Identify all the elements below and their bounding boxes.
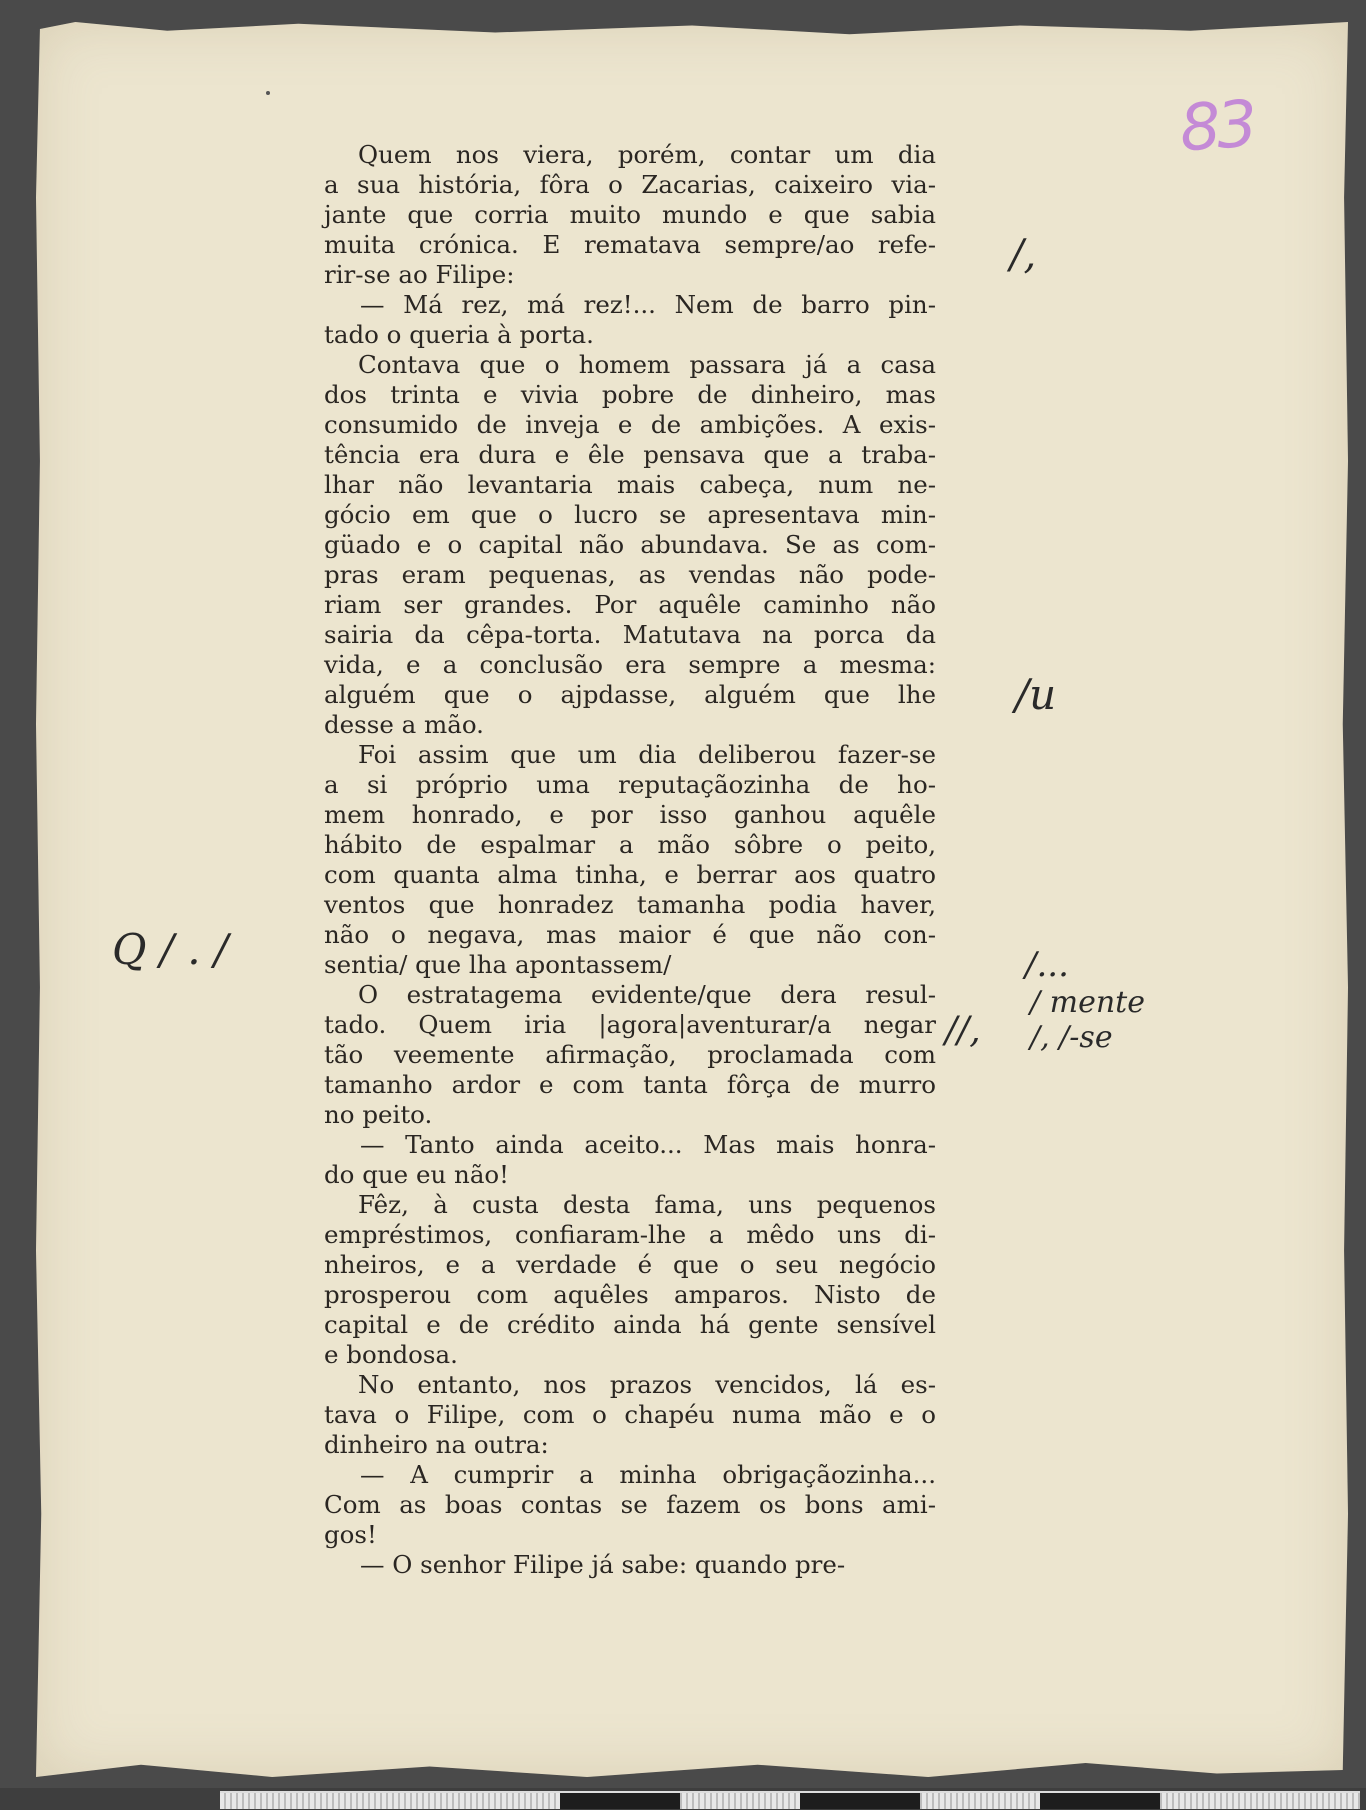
text-line: No entanto, nos prazos vencidos, lá es- — [358, 1370, 936, 1399]
page-number: 83 — [1177, 87, 1256, 167]
text-line: — Tanto ainda aceito... Mas mais honra- — [360, 1130, 936, 1159]
text-line: — Má rez, má rez!... Nem de barro pin- — [360, 290, 936, 319]
text-line: — O senhor Filipe já sabe: quando pre- — [360, 1550, 846, 1579]
text-line: pras eram pequenas, as vendas não pode- — [324, 560, 936, 589]
text-line: — A cumprir a minha obrigaçãozinha... — [360, 1460, 936, 1489]
text-line: dos trinta e vivia pobre de dinheiro, mas — [324, 380, 936, 409]
text-line: Fêz, à custa desta fama, uns pequenos — [358, 1190, 936, 1219]
margin-note-mente: / mente — [1030, 985, 1145, 1020]
text-line: consumido de inveja e de ambições. A exis- — [324, 410, 936, 439]
text-line: Contava que o homem passara já a casa — [358, 350, 936, 379]
text-line: alguém que o ajpdasse, alguém que lhe — [324, 680, 936, 709]
text-line: a sua história, fôra o Zacarias, caixeiro via- — [324, 170, 936, 199]
text-line: do que eu não! — [324, 1160, 510, 1189]
text-line: O estratagema evidente/que dera resul- — [358, 980, 936, 1009]
text-line: muita crónica. E rematava sempre/ao refe- — [324, 230, 936, 259]
text-line: desse a mão. — [324, 710, 484, 739]
text-line: riam ser grandes. Por aquêle caminho não — [324, 590, 936, 619]
text-line: sairia da cêpa-torta. Matutava na porca da — [324, 620, 936, 649]
margin-note-comma: /, — [1010, 232, 1037, 278]
text-line: gos! — [324, 1520, 377, 1549]
text-line: mem honrado, e por isso ganhou aquêle — [324, 800, 936, 829]
text-line: a si próprio uma reputaçãozinha de ho- — [324, 770, 936, 799]
text-line: tava o Filipe, com o chapéu numa mão e o — [324, 1400, 936, 1429]
text-line: güado e o capital não abundava. Se as com- — [324, 530, 936, 559]
text-line: tão veemente afirmação, proclamada com — [324, 1040, 936, 1069]
text-line: Foi assim que um dia deliberou fazer-se — [358, 740, 936, 769]
text-line: não o negava, mas maior é que não con- — [324, 920, 936, 949]
text-line: rir-se ao Filipe: — [324, 260, 515, 289]
text-line: dinheiro na outra: — [324, 1430, 549, 1459]
margin-note-bars: //, — [945, 1010, 981, 1051]
text-line: e bondosa. — [324, 1340, 458, 1369]
text-line: jante que corria muito mundo e que sabia — [324, 200, 936, 229]
text-line: gócio em que o lucro se apresentava min- — [324, 500, 936, 529]
margin-note-ellipsis: /... — [1025, 945, 1069, 985]
text-line: tado o queria à porta. — [324, 320, 594, 349]
text-line: tamanho ardor e com tanta fôrça de murro — [324, 1070, 936, 1099]
text-line: sentia/ que lha apontassem/ — [324, 950, 672, 979]
scale-ruler — [220, 1791, 1360, 1809]
text-line: Quem nos viera, porém, contar um dia — [358, 140, 936, 169]
text-line: com quanta alma tinha, e berrar aos quatro — [324, 860, 936, 889]
margin-note-se: /, /-se — [1030, 1020, 1113, 1055]
margin-note-u: /u — [1015, 670, 1057, 719]
text-line: empréstimos, confiaram-lhe a mêdo uns di- — [324, 1220, 936, 1249]
text-line: nheiros, e a verdade é que o seu negócio — [324, 1250, 936, 1279]
text-line: tado. Quem iria |agora|aventurar/a negar — [324, 1010, 936, 1039]
text-line: tência era dura e êle pensava que a traba- — [324, 440, 936, 469]
text-line: prosperou com aquêles amparos. Nisto de — [324, 1280, 936, 1309]
text-line: ventos que honradez tamanha podia haver, — [324, 890, 936, 919]
text-line: vida, e a conclusão era sempre a mesma: — [324, 650, 936, 679]
text-line: Com as boas contas se fazem os bons ami- — [324, 1490, 936, 1519]
text-line: no peito. — [324, 1100, 433, 1129]
text-line: capital e de crédito ainda há gente sensível — [324, 1310, 936, 1339]
text-line: lhar não levantaria mais cabeça, num ne- — [324, 470, 936, 499]
body-text — [324, 140, 936, 1580]
text-line: hábito de espalmar a mão sôbre o peito, — [324, 830, 936, 859]
ink-dot — [266, 91, 270, 95]
margin-note-left: Q / . / — [112, 925, 229, 974]
